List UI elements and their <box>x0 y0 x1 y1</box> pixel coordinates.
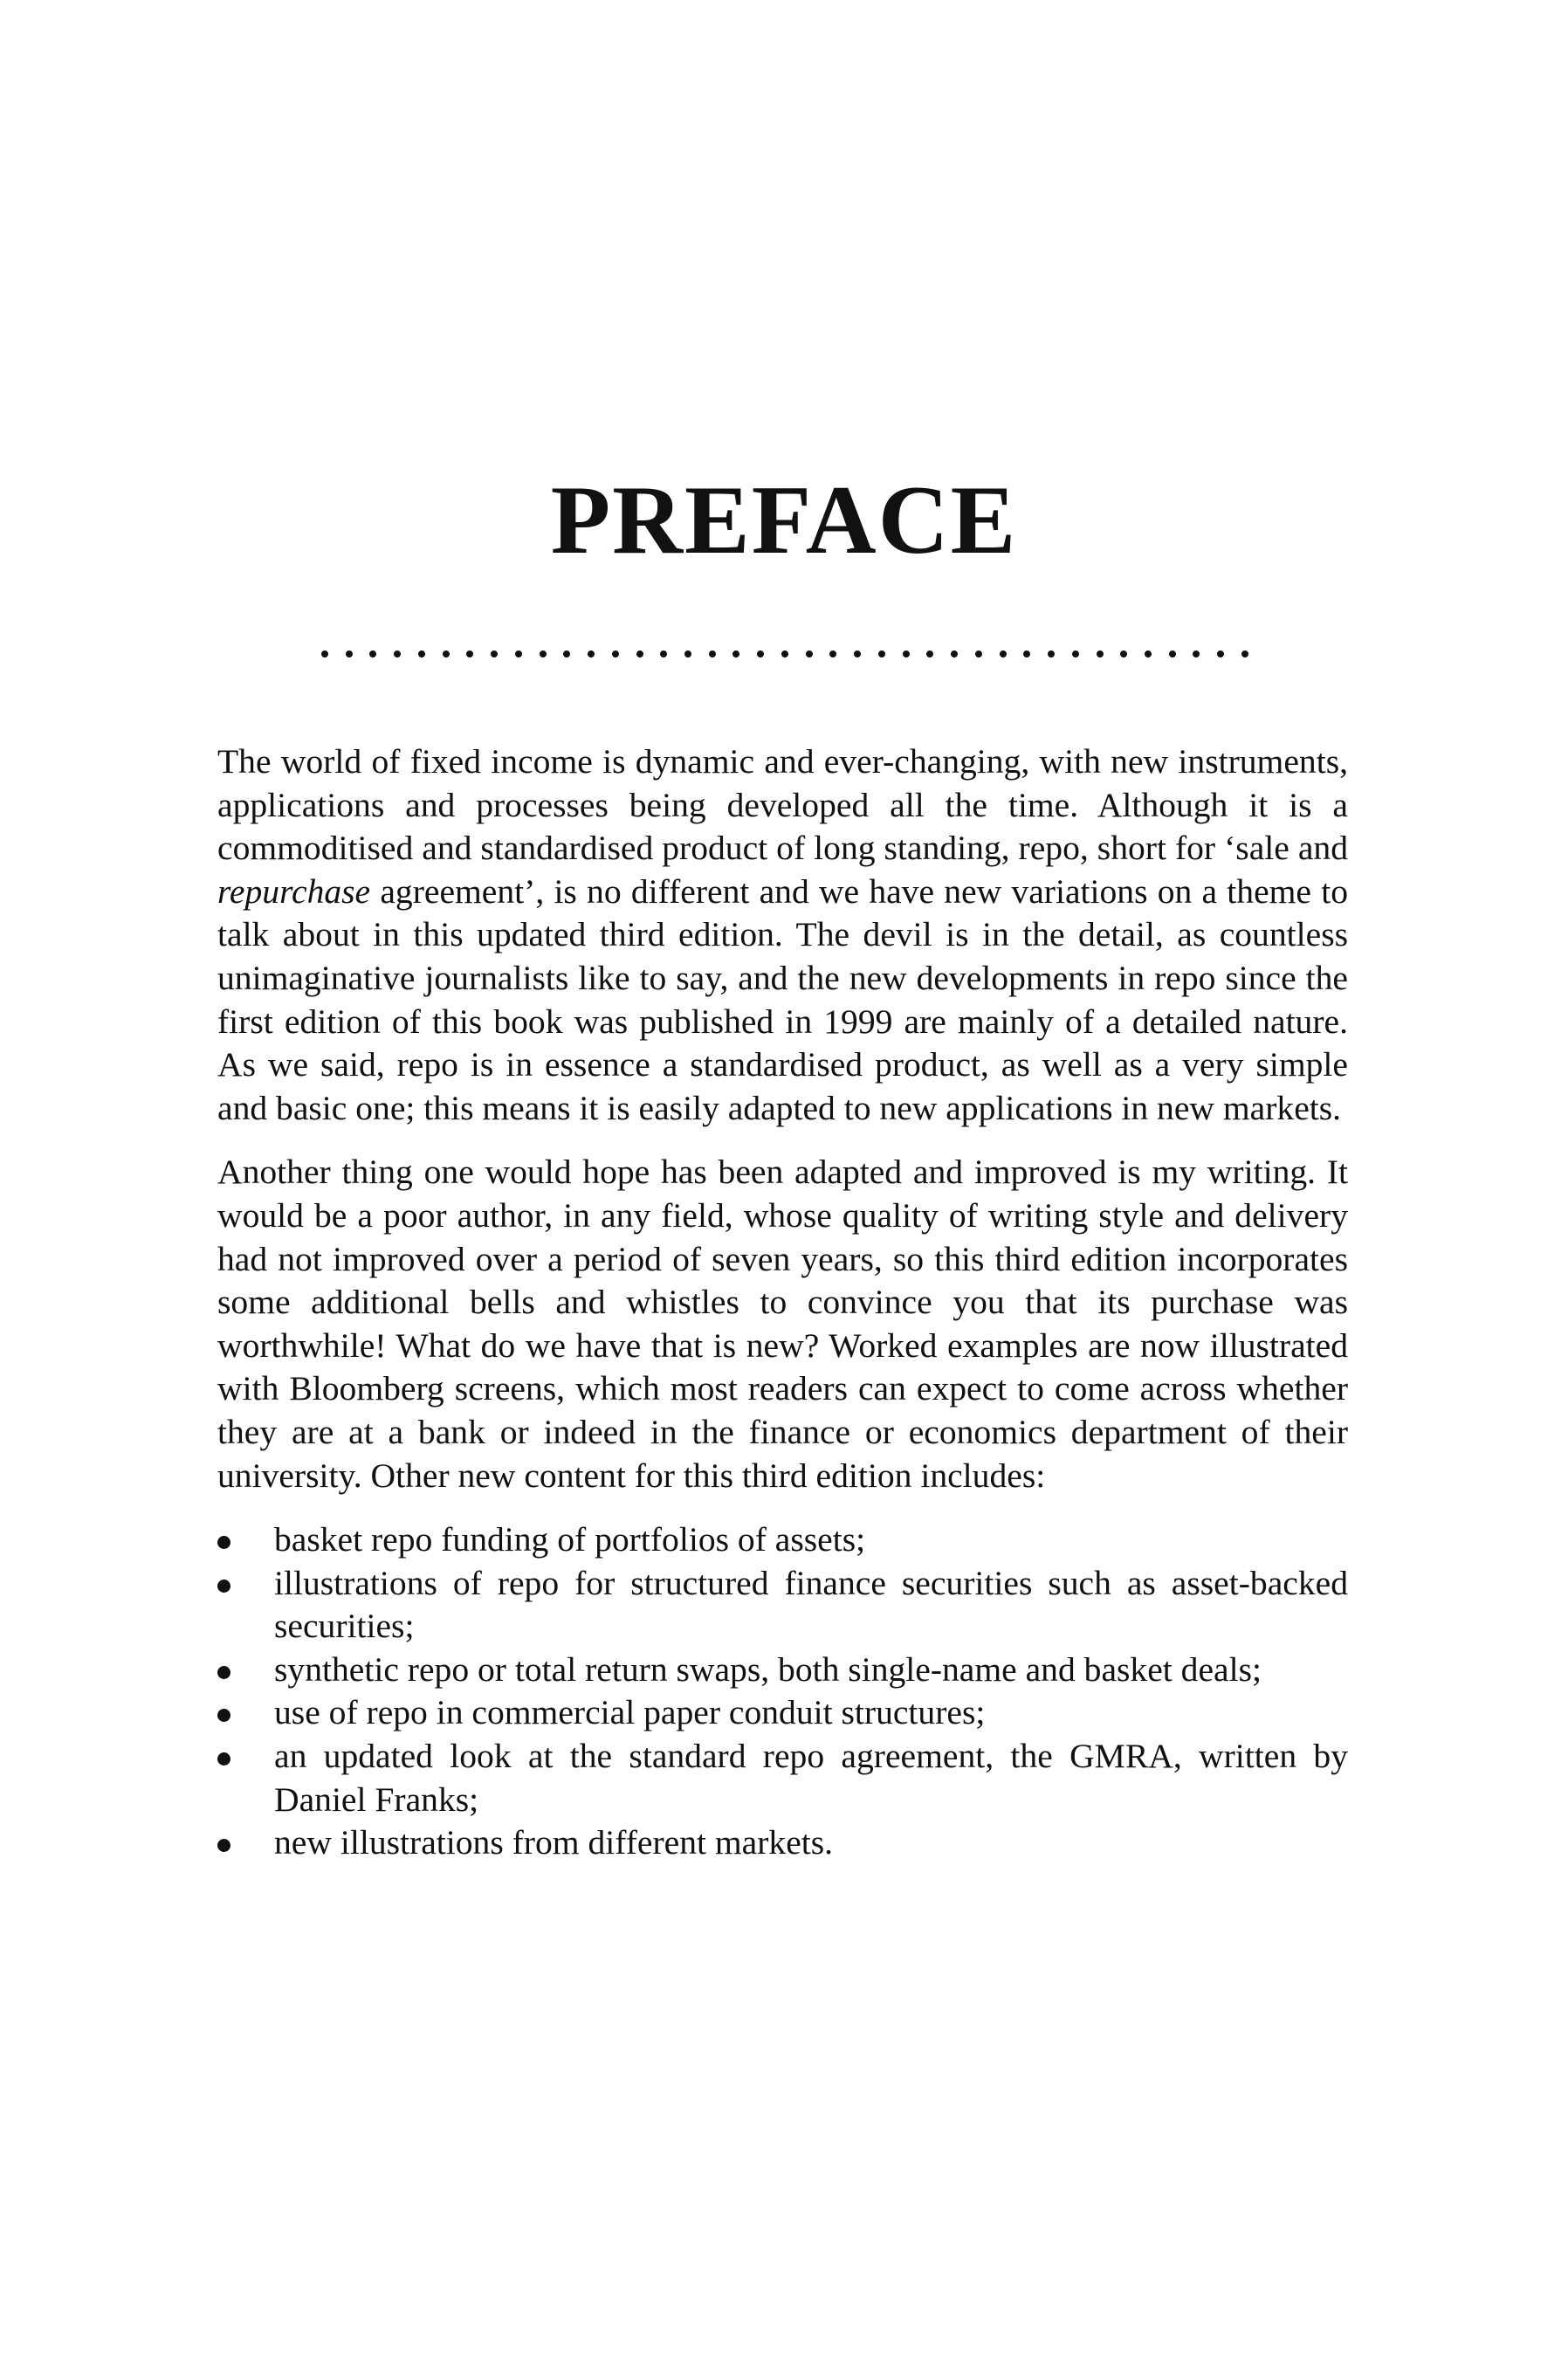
paragraph-new-content: Another thing one would hope has been adapted and improved is my writing. It would be a poor author, in any field, whose quality of writing style and delivery had not improved over a period of seven years, so this third edition incorporates some additional bells and whistles to convince you that its purchase was worthwhile! What do we have that is new? Worked examples are now illustrated with Bloomberg screens, which most readers can expect to come across whether they are at a bank or indeed in the finance or economics department of their university. Other new content for this third edition includes: <box>217 1153 1348 1495</box>
list-item-text: an updated look at the standard repo agreement, the GMRA, written by Daniel Franks; <box>274 1737 1348 1819</box>
bullet-icon <box>217 1752 230 1766</box>
bullet-icon <box>217 1666 230 1679</box>
list-item-text: illustrations of repo for structured finance securities such as asset-backed securities; <box>274 1563 1348 1646</box>
preface-body <box>217 740 1348 1865</box>
list-item <box>217 1518 1348 1562</box>
list-item-text: new illustrations from different markets. <box>274 1823 834 1862</box>
list-item <box>217 1691 1348 1735</box>
list-item <box>217 1649 1348 1692</box>
list-item <box>217 1562 1348 1649</box>
list-item-text: use of repo in commercial paper conduit structures; <box>274 1693 986 1732</box>
paragraph-intro-text-2: agreement’, is no different and we have new variations on a theme to talk about in this updated third edition. The devil is in the detail, as countless unimaginative journalists like to say, and the new developments in repo since the first edition of this book was published in 1999 are mainly of a detailed nature. As we said, repo is in essence a standardised product, as well as a very simple and basic one; this means it is easily adapted to new applications in new markets. <box>217 871 1348 1127</box>
list-item <box>217 1821 1348 1865</box>
dotted-rule-divider <box>321 643 1248 665</box>
list-item-text: basket repo funding of portfolios of assets; <box>274 1520 866 1559</box>
new-content-list <box>217 1518 1348 1865</box>
bullet-icon <box>217 1709 230 1722</box>
paragraph-intro-italic: repurchase <box>217 871 371 911</box>
bullet-icon <box>217 1580 230 1593</box>
bullet-icon <box>217 1839 230 1852</box>
list-item-text: synthetic repo or total return swaps, both single-name and basket deals; <box>274 1649 1262 1689</box>
list-item <box>217 1735 1348 1821</box>
paragraph-intro-text-1: The world of fixed income is dynamic and ever-changing, with new instruments, applications and processes being developed all the time. Although it is a commoditised and standardised product of long standing, repo, short for ‘sale and <box>217 742 1348 868</box>
bullet-icon <box>217 1536 230 1549</box>
paragraph-intro <box>217 740 1348 1130</box>
page-title: PREFACE <box>550 466 1018 575</box>
